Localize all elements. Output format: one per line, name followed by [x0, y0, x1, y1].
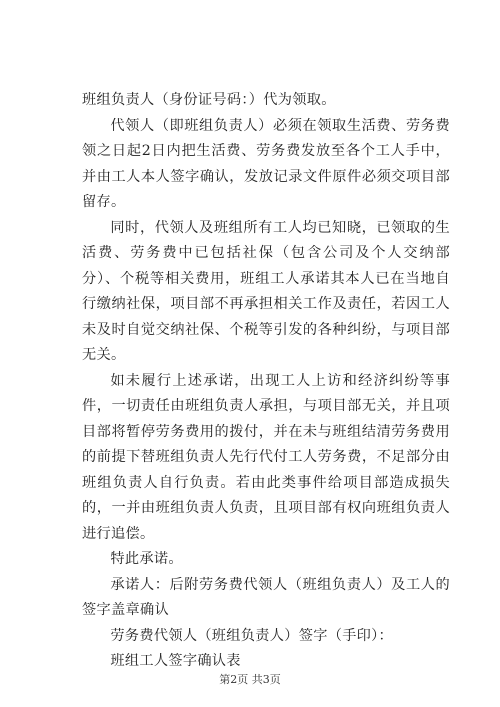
paragraph-1: 班组负责人（身份证号码：）代为领取。	[82, 92, 336, 108]
paragraph-7: 劳务费代领人（班组负责人）签字（手印）：	[110, 627, 394, 644]
paragraph-3: 同时，代领人及班组所有工人均已知晓，已领取的生活费、劳务费中已包括社保（包含公司及个人交纳部分）、个税等相关费用，班组工人承诺其本人已在当地自行缴纳社保，项目部不再承担相关工作及责任，若因工人未及时自觉交纳社保、个税等引发的各种纠纷，与项目部无关。	[82, 219, 450, 363]
document-body	[82, 88, 450, 675]
paragraph-8: 班组工人签字确认表	[110, 653, 241, 669]
page-number-footer: 第2页 共3页	[219, 673, 281, 686]
paragraph-2: 代领人（即班组负责人）必须在领取生活费、劳务费领之日起2日内把生活费、劳务费发放至各个工人手中，并由工人本人签字确认，发放记录文件原件必须交项目部留存。	[82, 117, 450, 210]
paragraph-6: 承诺人：后附劳务费代领人（班组负责人）及工人的签字盖章确认	[82, 576, 450, 618]
paragraph-5: 特此承诺。	[110, 551, 183, 567]
paragraph-4: 如未履行上述承诺，出现工人上访和经济纠纷等事件，一切责任由班组负责人承担，与项目部无关，并且项目部将暂停劳务费用的拨付，并在未与班组结清劳务费用的前提下替班组负责人先行代付工人劳务费，不足部分由班组负责人自行负责。若由此类事件给项目部造成损失的，一并由班组负责人负责，且项目部有权向班组负责人进行追偿。	[82, 372, 450, 542]
